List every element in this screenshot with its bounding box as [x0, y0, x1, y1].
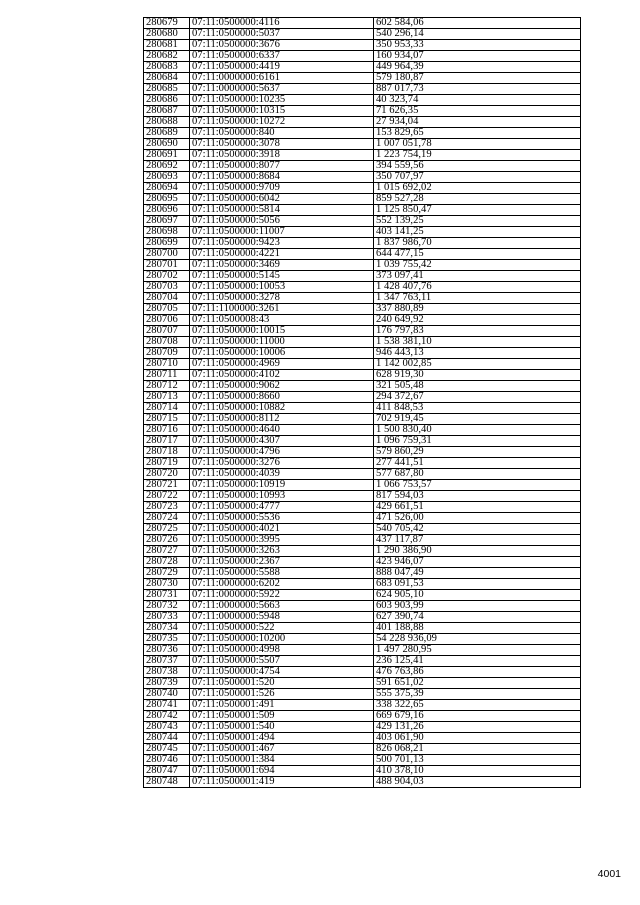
table-row — [144, 414, 581, 425]
cadastral-value-cell: 411 848,53 — [374, 403, 581, 414]
cadastral-value-cell: 321 505,48 — [374, 381, 581, 392]
cadastral-number-cell: 07:11:0500000:10882 — [190, 403, 374, 414]
cadastral-value-cell: 403 061,90 — [374, 733, 581, 744]
cadastral-value-cell: 429 131,26 — [374, 722, 581, 733]
row-number-cell: 280742 — [144, 711, 190, 722]
table-row — [144, 744, 581, 755]
cadastral-value-cell: 1 290 386,90 — [374, 546, 581, 557]
cadastral-number-cell: 07:11:0500000:840 — [190, 128, 374, 139]
cadastral-number-cell: 07:11:0500000:4307 — [190, 436, 374, 447]
row-number-cell: 280709 — [144, 348, 190, 359]
table-row — [144, 359, 581, 370]
cadastral-value-cell: 410 378,10 — [374, 766, 581, 777]
cadastral-value-cell: 1 497 280,95 — [374, 645, 581, 656]
cadastral-value-cell: 1 015 692,02 — [374, 183, 581, 194]
row-number-cell: 280744 — [144, 733, 190, 744]
cadastral-number-cell: 07:11:0500001:509 — [190, 711, 374, 722]
row-number-cell: 280712 — [144, 381, 190, 392]
row-number-cell: 280735 — [144, 634, 190, 645]
table-row — [144, 612, 581, 623]
cadastral-value-cell: 602 584,06 — [374, 18, 581, 29]
cadastral-value-cell: 394 559,56 — [374, 161, 581, 172]
row-number-cell: 280707 — [144, 326, 190, 337]
row-number-cell: 280738 — [144, 667, 190, 678]
row-number-cell: 280723 — [144, 502, 190, 513]
cadastral-value-cell: 644 477,15 — [374, 249, 581, 260]
table-row — [144, 502, 581, 513]
table-row — [144, 392, 581, 403]
table-row — [144, 568, 581, 579]
table-row — [144, 128, 581, 139]
row-number-cell: 280737 — [144, 656, 190, 667]
cadastral-number-cell: 07:11:0500000:5536 — [190, 513, 374, 524]
row-number-cell: 280736 — [144, 645, 190, 656]
row-number-cell: 280743 — [144, 722, 190, 733]
table-row — [144, 315, 581, 326]
cadastral-value-cell: 887 017,73 — [374, 84, 581, 95]
cadastral-value-cell: 1 039 755,42 — [374, 260, 581, 271]
row-number-cell: 280728 — [144, 557, 190, 568]
cadastral-value-cell: 552 139,25 — [374, 216, 581, 227]
cadastral-number-cell: 07:11:0500008:43 — [190, 315, 374, 326]
cadastral-value-cell: 1 837 986,70 — [374, 238, 581, 249]
row-number-cell: 280688 — [144, 117, 190, 128]
cadastral-value-cell: 488 904,03 — [374, 777, 581, 788]
cadastral-value-cell: 603 903,99 — [374, 601, 581, 612]
cadastral-value-cell: 160 934,07 — [374, 51, 581, 62]
row-number-cell: 280697 — [144, 216, 190, 227]
row-number-cell: 280693 — [144, 172, 190, 183]
cadastral-number-cell: 07:11:0500000:3918 — [190, 150, 374, 161]
table-row — [144, 700, 581, 711]
cadastral-number-cell: 07:11:0500000:2367 — [190, 557, 374, 568]
cadastral-number-cell: 07:11:0000000:6202 — [190, 579, 374, 590]
cadastral-value-cell: 71 626,35 — [374, 106, 581, 117]
cadastral-value-cell: 401 188,88 — [374, 623, 581, 634]
table-row — [144, 645, 581, 656]
cadastral-value-cell: 350 953,33 — [374, 40, 581, 51]
cadastral-number-cell: 07:11:0500000:3276 — [190, 458, 374, 469]
cadastral-value-cell: 240 649,92 — [374, 315, 581, 326]
cadastral-number-cell: 07:11:0500000:5037 — [190, 29, 374, 40]
row-number-cell: 280689 — [144, 128, 190, 139]
cadastral-number-cell: 07:11:0500000:4221 — [190, 249, 374, 260]
row-number-cell: 280730 — [144, 579, 190, 590]
table-row — [144, 260, 581, 271]
table-row — [144, 216, 581, 227]
cadastral-value-cell: 1 538 381,10 — [374, 337, 581, 348]
row-number-cell: 280694 — [144, 183, 190, 194]
cadastral-value-cell: 294 372,67 — [374, 392, 581, 403]
row-number-cell: 280692 — [144, 161, 190, 172]
table-row — [144, 18, 581, 29]
cadastral-value-cell: 1 142 002,85 — [374, 359, 581, 370]
cadastral-value-cell: 555 375,39 — [374, 689, 581, 700]
row-number-cell: 280708 — [144, 337, 190, 348]
table-row — [144, 304, 581, 315]
table-row — [144, 161, 581, 172]
cadastral-value-cell: 236 125,41 — [374, 656, 581, 667]
cadastral-value-cell: 540 296,14 — [374, 29, 581, 40]
table-body — [144, 18, 581, 788]
table-row — [144, 590, 581, 601]
cadastral-number-cell: 07:11:0500000:9423 — [190, 238, 374, 249]
row-number-cell: 280731 — [144, 590, 190, 601]
cadastral-value-cell: 859 527,28 — [374, 194, 581, 205]
table-row — [144, 183, 581, 194]
row-number-cell: 280696 — [144, 205, 190, 216]
cadastral-value-cell: 628 919,30 — [374, 370, 581, 381]
table-row — [144, 249, 581, 260]
cadastral-number-cell: 07:11:0500000:8112 — [190, 414, 374, 425]
cadastral-value-cell: 27 934,04 — [374, 117, 581, 128]
row-number-cell: 280680 — [144, 29, 190, 40]
cadastral-number-cell: 07:11:0500000:4419 — [190, 62, 374, 73]
row-number-cell: 280745 — [144, 744, 190, 755]
row-number-cell: 280748 — [144, 777, 190, 788]
cadastral-value-cell: 423 946,07 — [374, 557, 581, 568]
table-row — [144, 623, 581, 634]
cadastral-number-cell: 07:11:0500000:10919 — [190, 480, 374, 491]
table-row — [144, 271, 581, 282]
row-number-cell: 280685 — [144, 84, 190, 95]
table-row — [144, 667, 581, 678]
cadastral-value-cell: 1 125 850,47 — [374, 205, 581, 216]
cadastral-value-cell: 337 880,89 — [374, 304, 581, 315]
cadastral-number-cell: 07:11:0500000:4039 — [190, 469, 374, 480]
table-row — [144, 436, 581, 447]
cadastral-value-cell: 540 705,42 — [374, 524, 581, 535]
cadastral-value-cell: 1 066 753,57 — [374, 480, 581, 491]
row-number-cell: 280698 — [144, 227, 190, 238]
row-number-cell: 280683 — [144, 62, 190, 73]
cadastral-value-cell: 153 829,65 — [374, 128, 581, 139]
table-row — [144, 194, 581, 205]
cadastral-number-cell: 07:11:0500001:526 — [190, 689, 374, 700]
row-number-cell: 280701 — [144, 260, 190, 271]
cadastral-value-cell: 1 096 759,31 — [374, 436, 581, 447]
table-row — [144, 95, 581, 106]
row-number-cell: 280746 — [144, 755, 190, 766]
row-number-cell: 280726 — [144, 535, 190, 546]
table-row — [144, 403, 581, 414]
row-number-cell: 280691 — [144, 150, 190, 161]
table-row — [144, 238, 581, 249]
table-row — [144, 469, 581, 480]
row-number-cell: 280721 — [144, 480, 190, 491]
table-row — [144, 678, 581, 689]
row-number-cell: 280722 — [144, 491, 190, 502]
cadastral-number-cell: 07:11:0500000:10015 — [190, 326, 374, 337]
table-row — [144, 40, 581, 51]
cadastral-number-cell: 07:11:0500000:10053 — [190, 282, 374, 293]
cadastral-number-cell: 07:11:0500001:494 — [190, 733, 374, 744]
cadastral-number-cell: 07:11:0500000:8077 — [190, 161, 374, 172]
table-row — [144, 117, 581, 128]
row-number-cell: 280711 — [144, 370, 190, 381]
cadastral-value-cell: 946 443,13 — [374, 348, 581, 359]
table-row — [144, 84, 581, 95]
cadastral-number-cell: 07:11:0500000:5507 — [190, 656, 374, 667]
table-row — [144, 711, 581, 722]
row-number-cell: 280690 — [144, 139, 190, 150]
row-number-cell: 280713 — [144, 392, 190, 403]
table-row — [144, 524, 581, 535]
table-row — [144, 172, 581, 183]
row-number-cell: 280716 — [144, 425, 190, 436]
table-row — [144, 348, 581, 359]
row-number-cell: 280739 — [144, 678, 190, 689]
table-row — [144, 337, 581, 348]
row-number-cell: 280718 — [144, 447, 190, 458]
cadastral-number-cell: 07:11:0500000:8684 — [190, 172, 374, 183]
cadastral-number-cell: 07:11:0500000:5145 — [190, 271, 374, 282]
row-number-cell: 280725 — [144, 524, 190, 535]
cadastral-value-cell: 373 097,41 — [374, 271, 581, 282]
row-number-cell: 280705 — [144, 304, 190, 315]
cadastral-value-cell: 338 322,65 — [374, 700, 581, 711]
table-row — [144, 458, 581, 469]
table-row — [144, 381, 581, 392]
table-row — [144, 733, 581, 744]
cadastral-number-cell: 07:11:0500000:9709 — [190, 183, 374, 194]
cadastral-number-cell: 07:11:0500000:9062 — [190, 381, 374, 392]
table-row — [144, 579, 581, 590]
cadastral-value-cell: 1 500 830,40 — [374, 425, 581, 436]
table-row — [144, 62, 581, 73]
row-number-cell: 280740 — [144, 689, 190, 700]
table-row — [144, 689, 581, 700]
table-row — [144, 601, 581, 612]
row-number-cell: 280700 — [144, 249, 190, 260]
table-row — [144, 282, 581, 293]
row-number-cell: 280704 — [144, 293, 190, 304]
cadastral-value-cell: 449 964,39 — [374, 62, 581, 73]
cadastral-number-cell: 07:11:0000000:5663 — [190, 601, 374, 612]
cadastral-value-cell: 577 687,80 — [374, 469, 581, 480]
cadastral-number-cell: 07:11:0500000:5814 — [190, 205, 374, 216]
table-row — [144, 425, 581, 436]
row-number-cell: 280729 — [144, 568, 190, 579]
row-number-cell: 280702 — [144, 271, 190, 282]
table-row — [144, 557, 581, 568]
cadastral-number-cell: 07:11:0500000:10272 — [190, 117, 374, 128]
row-number-cell: 280706 — [144, 315, 190, 326]
row-number-cell: 280686 — [144, 95, 190, 106]
cadastral-value-cell: 176 797,83 — [374, 326, 581, 337]
cadastral-number-cell: 07:11:0000000:5922 — [190, 590, 374, 601]
cadastral-number-cell: 07:11:0500000:3469 — [190, 260, 374, 271]
cadastral-value-cell: 579 860,29 — [374, 447, 581, 458]
cadastral-number-cell: 07:11:0500000:3995 — [190, 535, 374, 546]
row-number-cell: 280732 — [144, 601, 190, 612]
cadastral-value-cell: 350 707,97 — [374, 172, 581, 183]
row-number-cell: 280734 — [144, 623, 190, 634]
row-number-cell: 280717 — [144, 436, 190, 447]
row-number-cell: 280710 — [144, 359, 190, 370]
table-row — [144, 480, 581, 491]
table-row — [144, 447, 581, 458]
cadastral-number-cell: 07:11:0500000:11000 — [190, 337, 374, 348]
table-row — [144, 293, 581, 304]
cadastral-number-cell: 07:11:0500000:10235 — [190, 95, 374, 106]
cadastral-number-cell: 07:11:0500000:4998 — [190, 645, 374, 656]
cadastral-number-cell: 07:11:0000000:6161 — [190, 73, 374, 84]
cadastral-value-cell: 40 323,74 — [374, 95, 581, 106]
cadastral-number-cell: 07:11:0500000:4969 — [190, 359, 374, 370]
cadastral-number-cell: 07:11:0500000:4754 — [190, 667, 374, 678]
row-number-cell: 280695 — [144, 194, 190, 205]
cadastral-number-cell: 07:11:0500000:4021 — [190, 524, 374, 535]
table-row — [144, 326, 581, 337]
table-row — [144, 205, 581, 216]
cadastral-number-cell: 07:11:0500000:6042 — [190, 194, 374, 205]
table-row — [144, 370, 581, 381]
cadastral-number-cell: 07:11:0500001:384 — [190, 755, 374, 766]
cadastral-number-cell: 07:11:0500000:4102 — [190, 370, 374, 381]
cadastral-value-cell: 471 526,00 — [374, 513, 581, 524]
cadastral-value-cell: 817 594,03 — [374, 491, 581, 502]
cadastral-number-cell: 07:11:0500000:5056 — [190, 216, 374, 227]
row-number-cell: 280741 — [144, 700, 190, 711]
cadastral-number-cell: 07:11:0500000:6337 — [190, 51, 374, 62]
table-row — [144, 73, 581, 84]
table-row — [144, 656, 581, 667]
table-row — [144, 29, 581, 40]
table-row — [144, 777, 581, 788]
row-number-cell: 280679 — [144, 18, 190, 29]
cadastral-number-cell: 07:11:0500000:11007 — [190, 227, 374, 238]
cadastral-number-cell: 07:11:0500000:8660 — [190, 392, 374, 403]
cadastral-number-cell: 07:11:0500001:467 — [190, 744, 374, 755]
cadastral-value-cell: 1 223 754,19 — [374, 150, 581, 161]
cadastral-number-cell: 07:11:0500000:10315 — [190, 106, 374, 117]
cadastral-value-cell: 591 651,02 — [374, 678, 581, 689]
cadastral-number-cell: 07:11:0500001:419 — [190, 777, 374, 788]
cadastral-value-cell: 826 068,21 — [374, 744, 581, 755]
table-row — [144, 634, 581, 645]
cadastral-number-cell: 07:11:0500000:3078 — [190, 139, 374, 150]
row-number-cell: 280714 — [144, 403, 190, 414]
cadastral-value-cell: 403 141,25 — [374, 227, 581, 238]
row-number-cell: 280719 — [144, 458, 190, 469]
row-number-cell: 280681 — [144, 40, 190, 51]
cadastral-number-cell: 07:11:0500001:520 — [190, 678, 374, 689]
row-number-cell: 280703 — [144, 282, 190, 293]
row-number-cell: 280687 — [144, 106, 190, 117]
table-row — [144, 535, 581, 546]
table-row — [144, 491, 581, 502]
cadastral-value-cell: 669 679,16 — [374, 711, 581, 722]
cadastral-number-cell: 07:11:0500000:522 — [190, 623, 374, 634]
cadastral-value-cell: 277 441,51 — [374, 458, 581, 469]
row-number-cell: 280727 — [144, 546, 190, 557]
cadastral-number-cell: 07:11:0000000:5637 — [190, 84, 374, 95]
table-row — [144, 766, 581, 777]
table-row — [144, 722, 581, 733]
row-number-cell: 280724 — [144, 513, 190, 524]
cadastral-value-cell: 429 661,51 — [374, 502, 581, 513]
row-number-cell: 280715 — [144, 414, 190, 425]
cadastral-value-cell: 702 919,45 — [374, 414, 581, 425]
cadastral-value-table — [143, 17, 581, 788]
cadastral-value-cell: 1 347 763,11 — [374, 293, 581, 304]
row-number-cell: 280682 — [144, 51, 190, 62]
row-number-cell: 280733 — [144, 612, 190, 623]
page-number: 4001 — [597, 868, 621, 880]
cadastral-value-cell: 437 117,87 — [374, 535, 581, 546]
cadastral-value-cell: 1 007 051,78 — [374, 139, 581, 150]
cadastral-number-cell: 07:11:0500001:491 — [190, 700, 374, 711]
cadastral-number-cell: 07:11:0500001:540 — [190, 722, 374, 733]
table-row — [144, 227, 581, 238]
table-row — [144, 513, 581, 524]
cadastral-value-cell: 624 905,10 — [374, 590, 581, 601]
cadastral-value-cell: 888 047,49 — [374, 568, 581, 579]
cadastral-number-cell: 07:11:0500000:4116 — [190, 18, 374, 29]
cadastral-value-cell: 627 390,74 — [374, 612, 581, 623]
row-number-cell: 280747 — [144, 766, 190, 777]
cadastral-number-cell: 07:11:1100000:3261 — [190, 304, 374, 315]
cadastral-value-cell: 476 763,86 — [374, 667, 581, 678]
table-row — [144, 546, 581, 557]
table-row — [144, 150, 581, 161]
row-number-cell: 280720 — [144, 469, 190, 480]
cadastral-number-cell: 07:11:0000000:5948 — [190, 612, 374, 623]
cadastral-number-cell: 07:11:0500000:5588 — [190, 568, 374, 579]
table-row — [144, 106, 581, 117]
cadastral-number-cell: 07:11:0500000:4796 — [190, 447, 374, 458]
cadastral-number-cell: 07:11:0500000:3278 — [190, 293, 374, 304]
cadastral-number-cell: 07:11:0500000:10200 — [190, 634, 374, 645]
table-row — [144, 51, 581, 62]
cadastral-value-cell: 579 180,87 — [374, 73, 581, 84]
table-row — [144, 139, 581, 150]
cadastral-number-cell: 07:11:0500000:4777 — [190, 502, 374, 513]
row-number-cell: 280699 — [144, 238, 190, 249]
cadastral-number-cell: 07:11:0500000:3676 — [190, 40, 374, 51]
cadastral-number-cell: 07:11:0500000:3263 — [190, 546, 374, 557]
cadastral-value-cell: 500 701,13 — [374, 755, 581, 766]
cadastral-number-cell: 07:11:0500001:694 — [190, 766, 374, 777]
cadastral-value-cell: 683 091,53 — [374, 579, 581, 590]
row-number-cell: 280684 — [144, 73, 190, 84]
cadastral-value-cell: 54 228 936,09 — [374, 634, 581, 645]
cadastral-number-cell: 07:11:0500000:10006 — [190, 348, 374, 359]
table-row — [144, 755, 581, 766]
cadastral-number-cell: 07:11:0500000:10993 — [190, 491, 374, 502]
cadastral-number-cell: 07:11:0500000:4640 — [190, 425, 374, 436]
cadastral-value-cell: 1 428 407,76 — [374, 282, 581, 293]
